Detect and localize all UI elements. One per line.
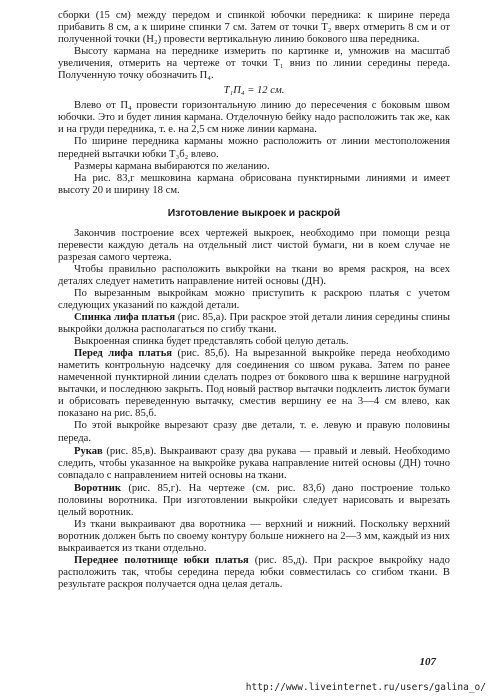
term-collar: Воротник xyxy=(74,482,121,494)
paragraph-pocket-lining: На рис. 83,г мешковина кармана обрисована пунктирными линиями и имеет высоту 20 и ширину 18 см. xyxy=(58,172,450,196)
paragraph-back-bodice xyxy=(58,312,450,336)
paragraph-pocket-line: Влево от П₄ провести горизонтальную линию до пересечения с боковым швом юбочки. Это и будет линия кармана. Отделочную бейку надо расположить так же, как и на груди передника, т. е. на 2,5 см ниже линии кармана. xyxy=(58,100,450,136)
paragraph-collar xyxy=(58,483,450,519)
page-number: 107 xyxy=(419,656,436,668)
watermark-url: http://www.liveinternet.ru/users/galina_o/ xyxy=(245,682,486,693)
paragraph-pocket-height: Высоту кармана на переднике измерить по картинке и, умножив на масштаб увеличения, отмерить на чертеже от точки Т₁ вниз по линии середины переда. Полученную точку обозначить П₄. xyxy=(58,46,450,82)
term-sleeve: Рукав xyxy=(74,445,103,457)
formula-pocket: Т₁П₄ = 12 см. xyxy=(223,85,285,97)
paragraph-front-halves: По этой выкройке вырезают сразу две детали, т. е. левую и правую половины переда. xyxy=(58,420,450,444)
text-sleeve: (рис. 85,в). Выкраивают сразу два рукава — правый и левый. Необходимо следить, чтобы указанное на выкройке рукава направление нитей основы (ДН) точно совпадало с направлением нитей основы на ткани. xyxy=(58,445,450,481)
paragraph-two-collars: Из ткани выкраивают два воротника — верхний и нижний. Поскольку верхний воротник должен быть по своему контуру больше нижнего на 2—3 мм, каждый из них выкраивается из ткани отдельно. xyxy=(58,518,450,554)
section-heading: Изготовление выкроек и раскрой xyxy=(167,207,341,219)
text-front-bodice: (рис. 85,б). На вырезанной выкройке переда необходимо наметить контрольную надсечку для соединения со швом рукава. Затем по ранее намеченной пунктирной линии сделать подрез от бокового шва к вершине нагрудной вытачки, и последнюю закрыть. Под новый раствор вытачки подклеить листок бумаги и обрисовать переведенную вытачку, сместив вершину ее на 3—4 см влево, как показано на рис. 85,б. xyxy=(58,348,450,420)
paragraph-back-whole: Выкроенная спинка будет представлять собой целую деталь. xyxy=(74,336,349,348)
paragraph-apron-seam: сборки (15 см) между передом и спинкой юбочки передника: к ширине переда прибавить 8 см, а к ширине спинки 7 см. Затем от точки Т₂ вверх отмерить 8 см и от полученной точки (Н₂) провести вертикальную линию бокового шва передника. xyxy=(58,10,450,46)
term-front-bodice: Перед лифа платья xyxy=(74,348,173,360)
paragraph-front-skirt xyxy=(58,555,450,591)
text-back-bodice: (рис. 85,а). При раскрое этой детали линия середины спины выкройки должна располагаться по сгибу ткани. xyxy=(58,312,451,336)
paragraph-start-cutting: По вырезанным выкройкам можно приступить к раскрою платья с учетом следующих указаний по каждой детали. xyxy=(58,287,450,311)
paragraph-transfer-patterns: Закончив построение всех чертежей выкроек, необходимо при помощи резца перевести каждую деталь на отдельный лист чистой бумаги, ни в коем случае не разрезая самого чертежа. xyxy=(58,227,450,263)
paragraph-sleeve xyxy=(58,446,450,482)
text-front-skirt: (рис. 85,д). При раскрое выкройку надо расположить так, чтобы середина переда юбки совместилась со сгибом ткани. В результате раскроя получается одна целая деталь. xyxy=(58,554,450,591)
paragraph-pocket-size: Размеры кармана выбираются по желанию. xyxy=(74,160,270,172)
text-collar: (рис. 85,г). На чертеже (см. рис. 83,б) дано построение только половины воротника. При изготовлении выкройки следует нарисовать и вырезать целый воротник. xyxy=(58,482,450,518)
paragraph-front-bodice xyxy=(58,348,450,420)
term-back-bodice: Спинка лифа платья xyxy=(74,312,176,324)
paragraph-pocket-width: По ширине передника карманы можно расположить от линии местоположения передней вытачки юбки Т₃б₂ влево. xyxy=(58,136,450,160)
term-front-skirt: Переднее полотнище юбки платья xyxy=(74,554,249,566)
paragraph-grain-direction: Чтобы правильно расположить выкройки на ткани во время раскроя, на всех деталях следует наметить направление нитей основы (ДН). xyxy=(58,263,450,287)
